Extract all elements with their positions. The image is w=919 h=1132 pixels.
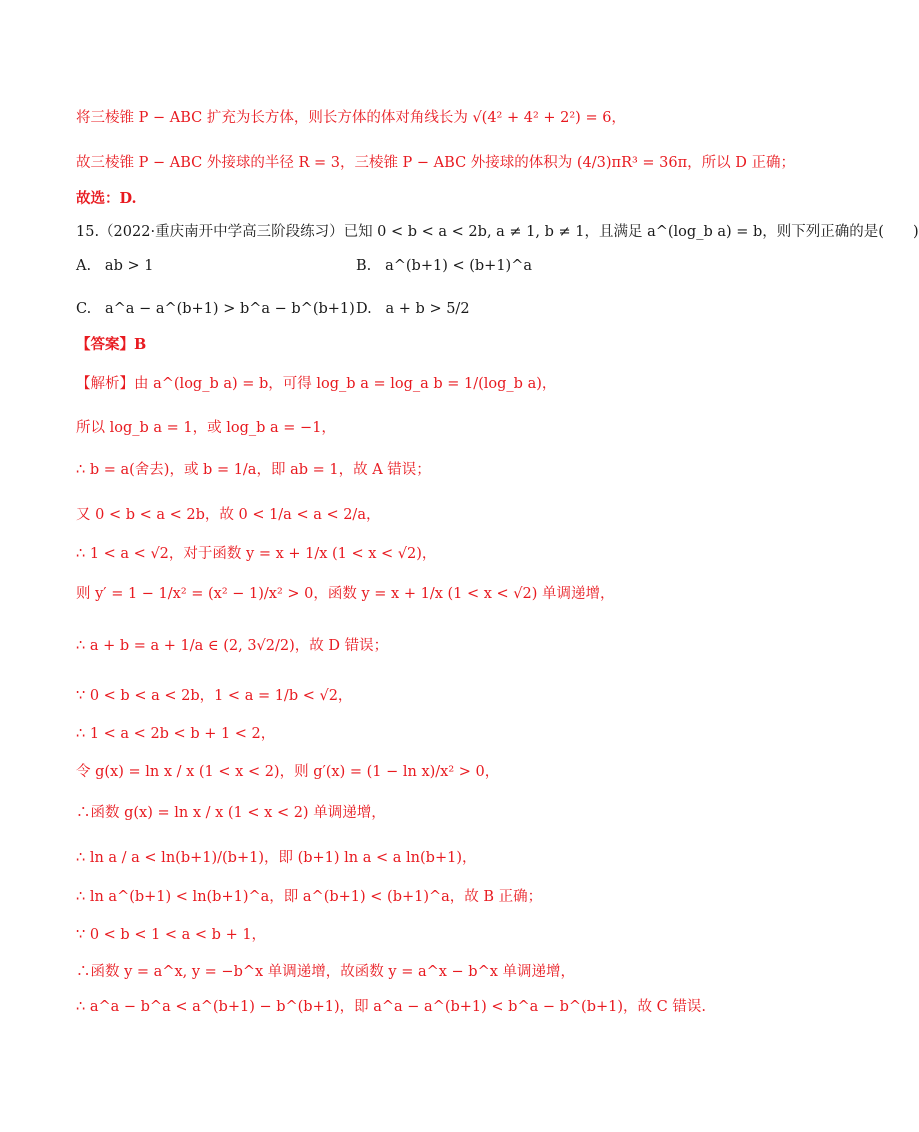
analysis-line-14: ∵ 0 < b < 1 < a < b + 1， (76, 927, 267, 943)
analysis-line-15: ∴函数 y = a^x, y = −b^x 单调递增，故函数 y = a^x − b^x 单调递增， (76, 964, 576, 980)
analysis-line-6: 则 y′ = 1 − 1/x² = (x² − 1)/x² > 0，函数 y = x + 1/x (1 < x < √2) 单调递增， (76, 586, 615, 602)
solution-line-2: 故三棱锥 P − ABC 外接球的半径 R = 3，三棱锥 P − ABC 外接球的体积为 (4/3)πR³ = 36π，所以 D 正确； (76, 155, 795, 171)
option-c (76, 301, 355, 317)
analysis-line-9: ∴ 1 < a < 2b < b + 1 < 2， (76, 726, 276, 742)
option-d-label: D. (356, 301, 372, 317)
option-c-text: a^a − a^(b+1) > b^a − b^(b+1) (105, 301, 355, 317)
analysis-line-11: ∴函数 g(x) = ln x / x (1 < x < 2) 单调递增， (76, 805, 386, 821)
option-a (76, 258, 153, 274)
analysis-line-10: 令 g(x) = ln x / x (1 < x < 2)，则 g′(x) = (1 − ln x)/x² > 0， (76, 764, 500, 780)
option-a-text: ab > 1 (104, 258, 154, 274)
solution-choice: 故选：D. (76, 190, 137, 207)
option-c-label: C. (76, 301, 92, 317)
option-d-text: a + b > 5/2 (385, 301, 470, 317)
solution-line-1: 将三棱锥 P − ABC 扩充为长方体，则长方体的体对角线长为 √(4² + 4² + 2²) = 6， (76, 110, 626, 126)
answer-line: 【答案】B (76, 336, 147, 353)
option-b (356, 258, 532, 274)
analysis-line-13: ∴ ln a^(b+1) < ln(b+1)^a，即 a^(b+1) < (b+1)^a，故 B 正确； (76, 889, 543, 905)
analysis-line-8: ∵ 0 < b < a < 2b，1 < a = 1/b < √2， (76, 688, 353, 704)
analysis-line-2: 所以 log_b a = 1，或 log_b a = −1， (76, 420, 336, 436)
option-b-label: B. (356, 258, 372, 274)
option-a-label: A. (76, 258, 92, 274)
analysis-line-7: ∴ a + b = a + 1/a ∈ (2, 3√2/2)，故 D 错误； (76, 638, 389, 654)
option-b-text: a^(b+1) < (b+1)^a (385, 258, 532, 274)
analysis-line-3: ∴ b = a(舍去)，或 b = 1/a，即 ab = 1，故 A 错误； (76, 462, 431, 478)
analysis-line-5: ∴ 1 < a < √2，对于函数 y = x + 1/x (1 < x < √2)， (76, 546, 437, 562)
question-stem: 15.（2022·重庆南开中学高三阶段练习）已知 0 < b < a < 2b, a ≠ 1, b ≠ 1，且满足 a^(log_b a) = b，则下列正确的是( ) (76, 224, 919, 240)
analysis-line-1: 【解析】由 a^(log_b a) = b，可得 log_b a = log_a b = 1/(log_b a)， (76, 376, 557, 392)
analysis-line-12: ∴ ln a / a < ln(b+1)/(b+1)，即 (b+1) ln a < a ln(b+1)， (76, 850, 477, 866)
option-d (356, 301, 470, 317)
analysis-line-16: ∴ a^a − b^a < a^(b+1) − b^(b+1)，即 a^a − a^(b+1) < b^a − b^(b+1)，故 C 错误. (76, 999, 706, 1015)
analysis-line-4: 又 0 < b < a < 2b，故 0 < 1/a < a < 2/a， (76, 507, 381, 523)
